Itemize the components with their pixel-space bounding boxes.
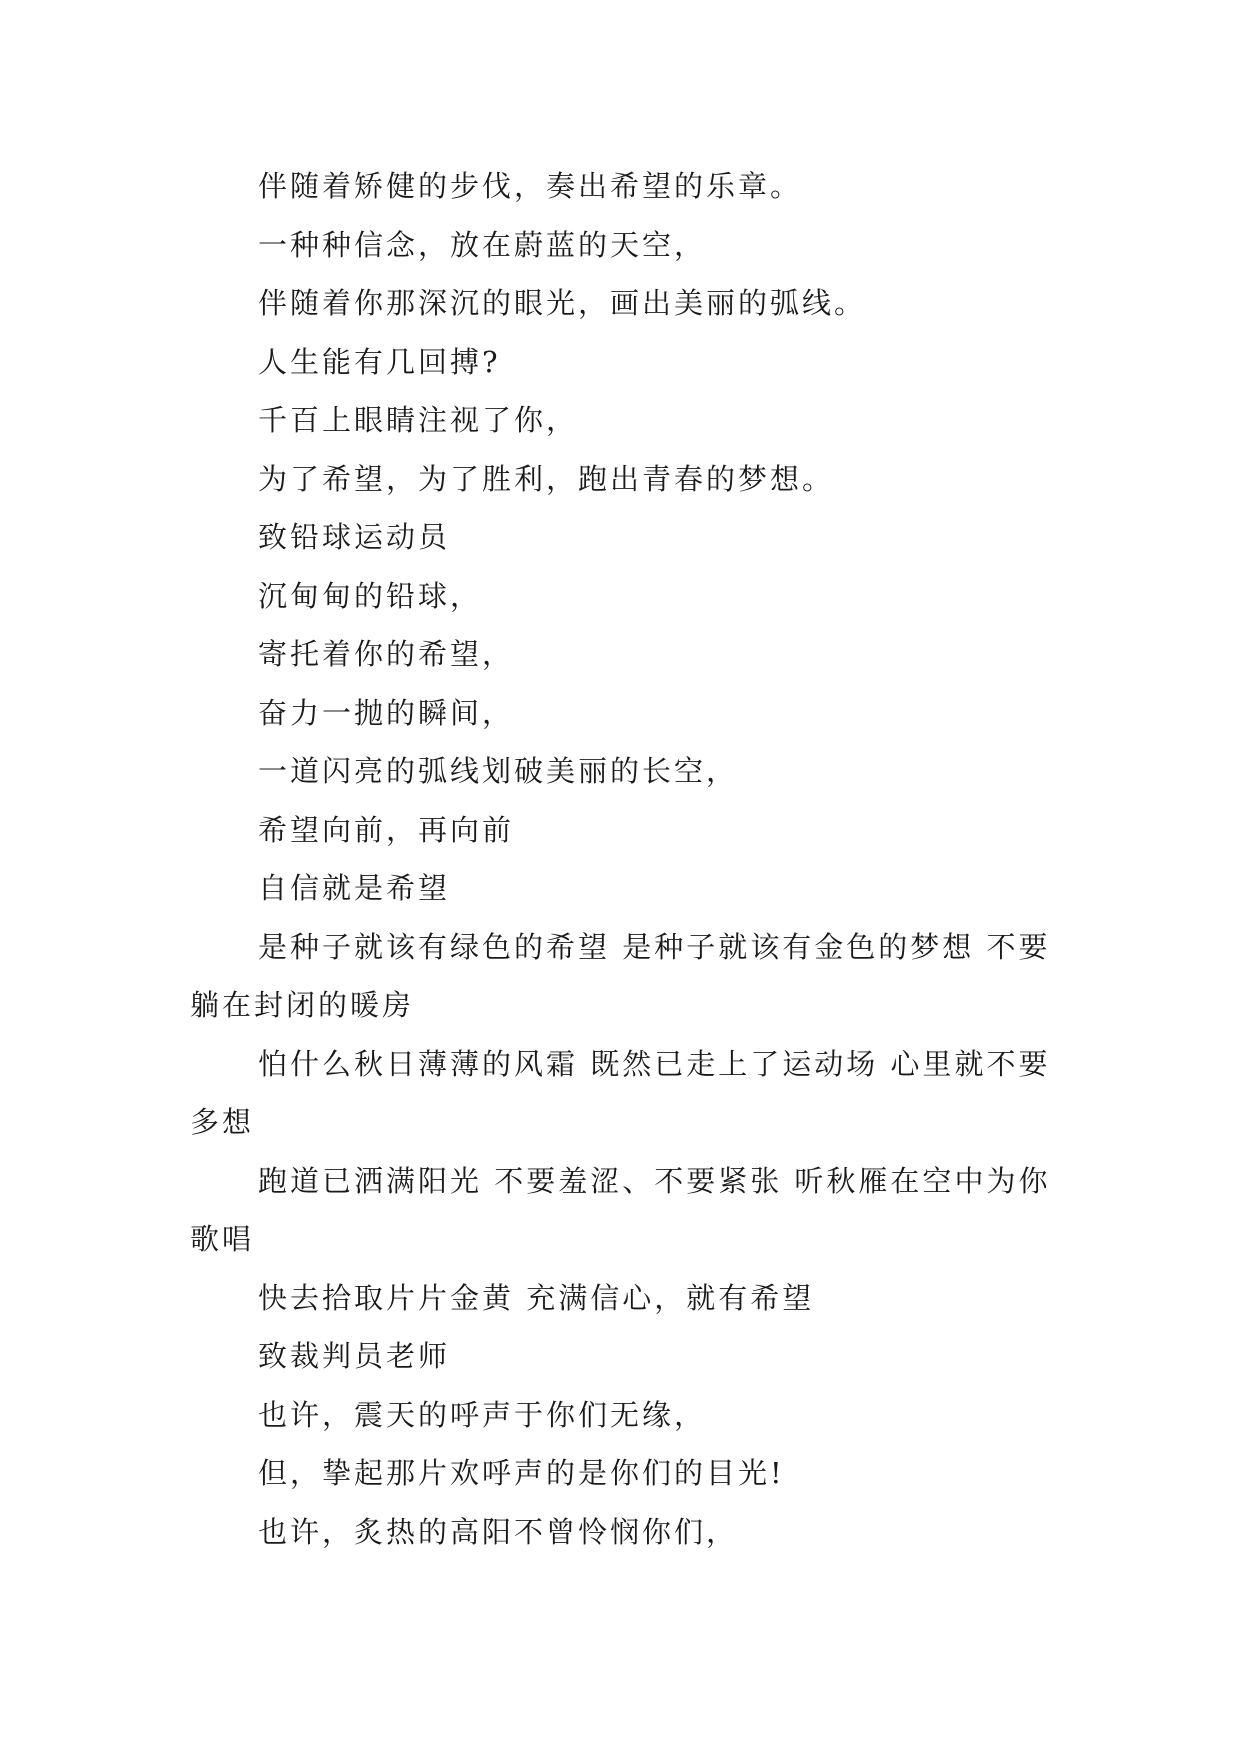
paragraph: 千百上眼睛注视了你， xyxy=(258,403,579,437)
paragraph: 也许，炙热的高阳不曾怜悯你们， xyxy=(258,1514,739,1549)
paragraph: 沉甸甸的铅球， xyxy=(258,578,483,613)
paragraph: 怕什么秋日薄薄的风霜 既然已走上了运动场 心里就不要多想 xyxy=(190,1046,1051,1139)
paragraph: 伴随着你那深沉的眼光，画出美丽的弧线。 xyxy=(258,286,867,320)
paragraph: 人生能有几回搏? xyxy=(258,344,501,379)
paragraph: 奋力一抛的瞬间， xyxy=(258,695,515,730)
document-body xyxy=(190,157,1062,1561)
paragraph: 但，挚起那片欢呼声的是你们的目光! xyxy=(258,1456,785,1490)
paragraph: 跑道已洒满阳光 不要羞涩、不要紧张 听秋雁在空中为你歌唱 xyxy=(190,1163,1051,1256)
section-heading: 致裁判员老师 xyxy=(258,1339,451,1373)
paragraph: 希望向前，再向前 xyxy=(258,812,515,847)
paragraph: 也许，震天的呼声于你们无缘， xyxy=(258,1397,707,1432)
section-heading: 致铅球运动员 xyxy=(258,520,451,554)
paragraph: 一种种信念，放在蔚蓝的天空， xyxy=(258,227,707,262)
paragraph: 伴随着矫健的步伐，奏出希望的乐章。 xyxy=(258,169,803,203)
paragraph: 是种子就该有绿色的希望 是种子就该有金色的梦想 不要躺在封闭的暖房 xyxy=(190,929,1051,1022)
paragraph: 一道闪亮的弧线划破美丽的长空， xyxy=(258,754,739,788)
paragraph: 为了希望，为了胜利，跑出青春的梦想。 xyxy=(258,461,835,496)
paragraph: 快去拾取片片金黄 充满信心，就有希望 xyxy=(258,1280,815,1315)
paragraph: 寄托着你的希望， xyxy=(258,637,515,671)
section-heading: 自信就是希望 xyxy=(258,871,451,905)
